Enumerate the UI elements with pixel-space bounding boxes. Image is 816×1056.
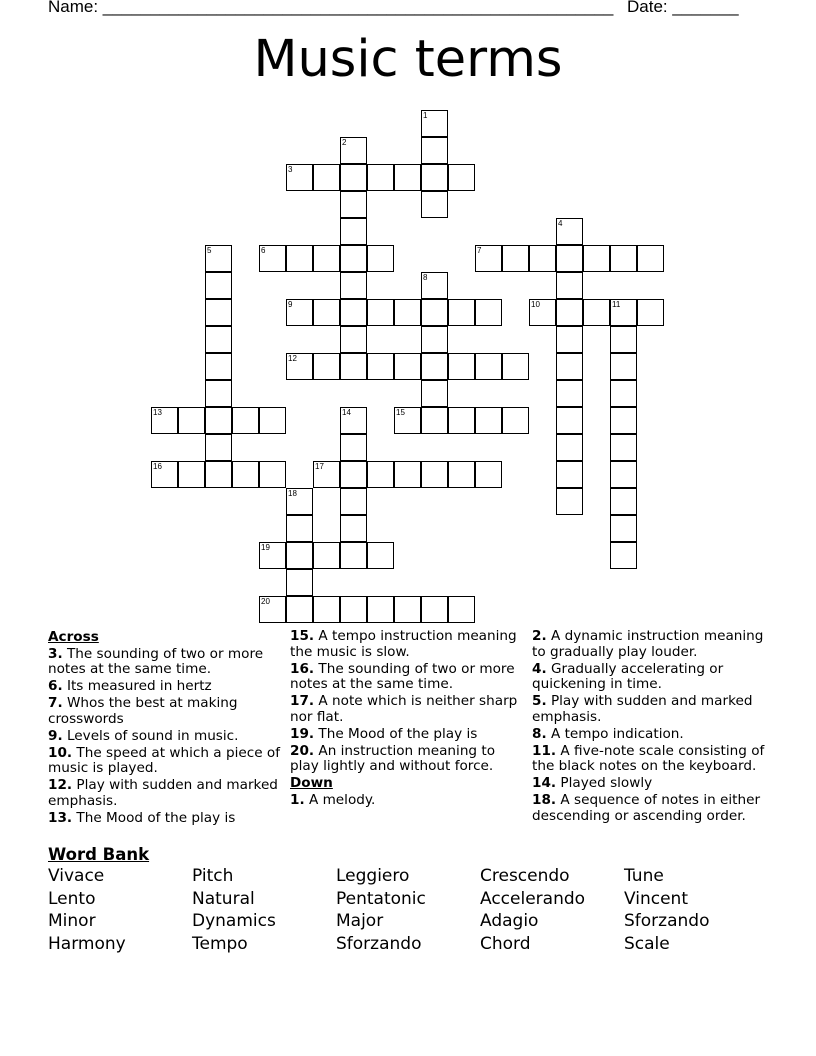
word-bank-item: Chord	[480, 933, 531, 954]
clue-number: 7.	[48, 695, 63, 712]
word-bank-item: Crescendo	[480, 866, 570, 886]
grid-cell[interactable]	[340, 272, 367, 299]
grid-cell[interactable]	[610, 542, 637, 569]
grid-cell[interactable]	[556, 299, 583, 326]
grid-cell[interactable]	[313, 596, 340, 623]
clue-number: 16.	[290, 660, 315, 677]
grid-cell[interactable]	[637, 299, 664, 326]
across-clue	[48, 746, 280, 777]
clue-number: 9.	[48, 727, 63, 744]
grid-cell[interactable]	[367, 299, 394, 326]
clue-text: The Mood of the play is	[72, 809, 236, 826]
grid-cell[interactable]	[259, 407, 286, 434]
down-clue	[532, 662, 772, 693]
grid-cell[interactable]	[421, 164, 448, 191]
clue-number: 8.	[532, 725, 547, 742]
grid-cell[interactable]	[367, 596, 394, 623]
clue-number: 13.	[48, 809, 73, 826]
word-bank-item: Major	[336, 911, 384, 932]
grid-cell[interactable]	[394, 407, 421, 434]
grid-cell[interactable]	[610, 326, 637, 353]
clue-number: 5	[207, 246, 212, 255]
clue-number: 15	[396, 408, 405, 417]
grid-cell[interactable]	[259, 596, 286, 623]
grid-cell[interactable]	[421, 407, 448, 434]
grid-cell[interactable]	[421, 272, 448, 299]
grid-cell[interactable]	[340, 353, 367, 380]
word-bank-item: Natural	[192, 888, 255, 909]
across-clue	[290, 727, 522, 743]
across-clue	[290, 694, 522, 725]
clue-number: 14.	[532, 775, 557, 792]
grid-cell[interactable]	[313, 461, 340, 488]
grid-cell[interactable]	[421, 353, 448, 380]
clue-text: The speed at which a piece of music is played.	[48, 744, 280, 777]
grid-cell[interactable]	[286, 515, 313, 542]
clue-text: Played slowly	[556, 775, 653, 792]
grid-cell[interactable]	[448, 461, 475, 488]
clue-number: 12.	[48, 777, 73, 794]
clue-number: 7	[477, 246, 482, 255]
grid-cell[interactable]	[529, 299, 556, 326]
grid-cell[interactable]	[340, 218, 367, 245]
grid-cell[interactable]	[367, 542, 394, 569]
grid-cell[interactable]	[556, 461, 583, 488]
grid-cell[interactable]	[313, 164, 340, 191]
grid-cell[interactable]	[313, 353, 340, 380]
page-title: Music terms	[253, 30, 563, 89]
clue-number: 2.	[532, 628, 547, 644]
grid-cell[interactable]	[448, 353, 475, 380]
grid-cell[interactable]	[421, 299, 448, 326]
clue-number: 1.	[290, 791, 305, 808]
grid-cell[interactable]	[340, 461, 367, 488]
grid-cell[interactable]	[448, 164, 475, 191]
grid-cell[interactable]	[178, 461, 205, 488]
grid-cell[interactable]	[556, 434, 583, 461]
word-bank-item: Accelerando	[480, 888, 586, 909]
grid-cell[interactable]	[556, 407, 583, 434]
grid-cell[interactable]	[610, 434, 637, 461]
grid-cell[interactable]	[502, 245, 529, 272]
grid-cell[interactable]	[610, 380, 637, 407]
grid-cell[interactable]	[610, 299, 637, 326]
grid-cell[interactable]	[313, 542, 340, 569]
clue-number: 3.	[48, 645, 63, 662]
clue-number: 19.	[290, 725, 315, 742]
grid-cell[interactable]	[340, 164, 367, 191]
grid-cell[interactable]	[610, 407, 637, 434]
down-clue	[532, 629, 772, 660]
grid-cell[interactable]	[448, 596, 475, 623]
clue-number: 11.	[532, 742, 557, 759]
across-clue	[48, 778, 280, 809]
clue-number: 12	[288, 354, 297, 363]
grid-cell[interactable]	[475, 245, 502, 272]
grid-cell[interactable]	[367, 245, 394, 272]
word-bank-item: Scale	[624, 933, 670, 954]
grid-cell[interactable]	[394, 461, 421, 488]
down-heading: Down	[290, 775, 333, 792]
grid-cell[interactable]	[556, 353, 583, 380]
grid-cell[interactable]	[394, 353, 421, 380]
clue-number: 15.	[290, 628, 315, 644]
grid-cell[interactable]	[610, 353, 637, 380]
grid-cell[interactable]	[583, 299, 610, 326]
clue-text: The sounding of two or more notes at the same time.	[290, 660, 515, 693]
clue-number: 9	[288, 300, 293, 309]
grid-cell[interactable]	[205, 272, 232, 299]
grid-cell[interactable]	[232, 461, 259, 488]
across-clue	[48, 696, 280, 727]
grid-cell[interactable]	[421, 461, 448, 488]
grid-cell[interactable]	[286, 488, 313, 515]
grid-cell[interactable]	[259, 542, 286, 569]
grid-cell[interactable]	[556, 488, 583, 515]
clue-number: 10.	[48, 744, 73, 761]
word-bank-item: Sforzando	[624, 911, 710, 932]
grid-cell[interactable]	[367, 461, 394, 488]
clue-number: 20.	[290, 742, 315, 759]
word-bank-item: Pitch	[192, 866, 234, 886]
clue-text: A note which is neither sharp nor flat.	[290, 693, 518, 725]
clue-number: 19	[261, 543, 270, 552]
grid-cell[interactable]	[340, 326, 367, 353]
grid-cell[interactable]	[205, 326, 232, 353]
grid-cell[interactable]	[286, 299, 313, 326]
grid-cell[interactable]	[529, 245, 556, 272]
grid-cell[interactable]	[556, 326, 583, 353]
clue-number: 18.	[532, 792, 557, 809]
grid-cell[interactable]	[178, 407, 205, 434]
clues-column-2	[290, 629, 522, 810]
clue-number: 16	[153, 462, 162, 471]
down-clue	[532, 727, 772, 743]
grid-cell[interactable]	[421, 380, 448, 407]
grid-cell[interactable]	[421, 326, 448, 353]
clue-text: A dynamic instruction meaning to gradually play louder.	[532, 628, 764, 660]
word-bank-item: Pentatonic	[336, 888, 426, 909]
clue-text: A melody.	[304, 791, 376, 808]
grid-cell[interactable]	[421, 596, 448, 623]
word-bank-item: Dynamics	[192, 911, 276, 932]
grid-cell[interactable]	[205, 461, 232, 488]
grid-cell[interactable]	[583, 245, 610, 272]
word-bank-item: Adagio	[480, 911, 539, 932]
clue-text: Whos the best at making crosswords	[48, 695, 238, 727]
grid-cell[interactable]	[556, 380, 583, 407]
clue-text: An instruction meaning to play lightly and without force.	[290, 742, 496, 775]
grid-cell[interactable]	[610, 488, 637, 515]
down-clue	[532, 776, 772, 792]
grid-cell[interactable]	[421, 137, 448, 164]
word-bank-title: Word Bank	[48, 845, 150, 864]
grid-cell[interactable]	[475, 353, 502, 380]
clue-text: A tempo indication.	[546, 725, 684, 742]
grid-cell[interactable]	[205, 434, 232, 461]
clues-column-1	[48, 629, 280, 828]
across-clue	[48, 679, 280, 695]
across-clue	[48, 729, 280, 745]
clue-text: Gradually accelerating or quickening in time.	[532, 660, 724, 693]
date-field[interactable]: Date: _______	[627, 0, 739, 16]
down-clue	[532, 744, 772, 775]
grid-cell[interactable]	[340, 434, 367, 461]
clue-number: 4	[558, 219, 563, 228]
clue-number: 17	[315, 462, 324, 471]
grid-cell[interactable]	[556, 218, 583, 245]
grid-cell[interactable]	[475, 407, 502, 434]
grid-cell[interactable]	[205, 407, 232, 434]
word-bank-item: Tempo	[192, 933, 248, 954]
across-heading: Across	[48, 629, 99, 645]
word-bank-item: Vivace	[48, 866, 105, 886]
grid-cell[interactable]	[610, 245, 637, 272]
down-clue	[532, 793, 772, 824]
across-clue	[290, 629, 522, 660]
clue-number: 11	[612, 300, 621, 309]
clue-text: A five-note scale consisting of the black notes on the keyboard.	[532, 742, 765, 775]
clue-text: The sounding of two or more notes at the same time.	[48, 645, 264, 678]
grid-cell[interactable]	[610, 515, 637, 542]
grid-cell[interactable]	[232, 407, 259, 434]
grid-cell[interactable]	[394, 596, 421, 623]
word-bank-item: Minor	[48, 911, 96, 932]
grid-cell[interactable]	[475, 461, 502, 488]
grid-cell[interactable]	[340, 137, 367, 164]
clue-number: 1	[423, 111, 428, 120]
grid-cell[interactable]	[340, 488, 367, 515]
clues-column-3	[532, 629, 772, 826]
grid-cell[interactable]	[637, 245, 664, 272]
grid-cell[interactable]	[367, 164, 394, 191]
clue-text: Play with sudden and marked emphasis.	[532, 693, 753, 725]
grid-cell[interactable]	[286, 596, 313, 623]
grid-cell[interactable]	[286, 164, 313, 191]
clue-number: 10	[531, 300, 540, 309]
grid-cell[interactable]	[151, 407, 178, 434]
grid-cell[interactable]	[394, 164, 421, 191]
clue-text: The Mood of the play is	[314, 725, 478, 742]
grid-cell[interactable]	[205, 353, 232, 380]
grid-cell[interactable]	[340, 191, 367, 218]
clue-number: 5.	[532, 693, 547, 710]
clue-number: 8	[423, 273, 428, 282]
grid-cell[interactable]	[448, 299, 475, 326]
grid-cell[interactable]	[421, 191, 448, 218]
word-bank-item: Vincent	[624, 888, 688, 909]
clue-number: 6	[261, 246, 266, 255]
grid-cell[interactable]	[448, 407, 475, 434]
word-bank-item: Lento	[48, 888, 96, 909]
grid-cell[interactable]	[340, 542, 367, 569]
clue-number: 4.	[532, 660, 547, 677]
down-clue	[290, 793, 522, 809]
grid-cell[interactable]	[556, 245, 583, 272]
grid-cell[interactable]	[313, 299, 340, 326]
grid-cell[interactable]	[421, 110, 448, 137]
grid-cell[interactable]	[475, 299, 502, 326]
clue-number: 18	[288, 489, 297, 498]
grid-cell[interactable]	[610, 461, 637, 488]
grid-cell[interactable]	[340, 596, 367, 623]
grid-cell[interactable]	[394, 299, 421, 326]
grid-cell[interactable]	[313, 245, 340, 272]
clue-text: Its measured in hertz	[62, 678, 212, 695]
clue-number: 6.	[48, 678, 63, 695]
across-clue	[290, 662, 522, 693]
word-bank-item: Sforzando	[336, 933, 422, 954]
clue-number: 20	[261, 597, 270, 606]
clue-number: 17.	[290, 693, 315, 710]
grid-cell[interactable]	[340, 245, 367, 272]
clue-number: 13	[153, 408, 162, 417]
clue-number: 3	[288, 165, 293, 174]
clue-text: A tempo instruction meaning the music is slow.	[290, 628, 517, 660]
grid-cell[interactable]	[340, 407, 367, 434]
grid-cell[interactable]	[286, 353, 313, 380]
word-bank-item: Leggiero	[336, 866, 410, 886]
name-field[interactable]: Name: ______________________________________________________	[48, 0, 614, 16]
across-clue	[48, 647, 280, 678]
grid-cell[interactable]	[151, 461, 178, 488]
grid-cell[interactable]	[259, 461, 286, 488]
grid-cell[interactable]	[205, 245, 232, 272]
grid-cell[interactable]	[205, 380, 232, 407]
clue-number: 14	[342, 408, 351, 417]
grid-cell[interactable]	[259, 245, 286, 272]
word-bank-item: Tune	[624, 866, 664, 886]
clue-text: A sequence of notes in either descending or ascending order.	[532, 792, 761, 824]
grid-cell[interactable]	[340, 515, 367, 542]
grid-cell[interactable]	[286, 542, 313, 569]
clue-text: Play with sudden and marked emphasis.	[48, 777, 278, 809]
across-clue	[290, 744, 522, 775]
word-bank-item: Harmony	[48, 933, 126, 954]
grid-cell[interactable]	[367, 353, 394, 380]
grid-cell[interactable]	[502, 353, 529, 380]
grid-cell[interactable]	[205, 299, 232, 326]
grid-cell[interactable]	[286, 569, 313, 596]
down-clue	[532, 694, 772, 725]
across-clue	[48, 811, 280, 827]
grid-cell[interactable]	[556, 272, 583, 299]
clue-number: 2	[342, 138, 347, 147]
grid-cell[interactable]	[286, 245, 313, 272]
grid-cell[interactable]	[340, 299, 367, 326]
grid-cell[interactable]	[502, 407, 529, 434]
clue-text: Levels of sound in music.	[62, 727, 239, 744]
